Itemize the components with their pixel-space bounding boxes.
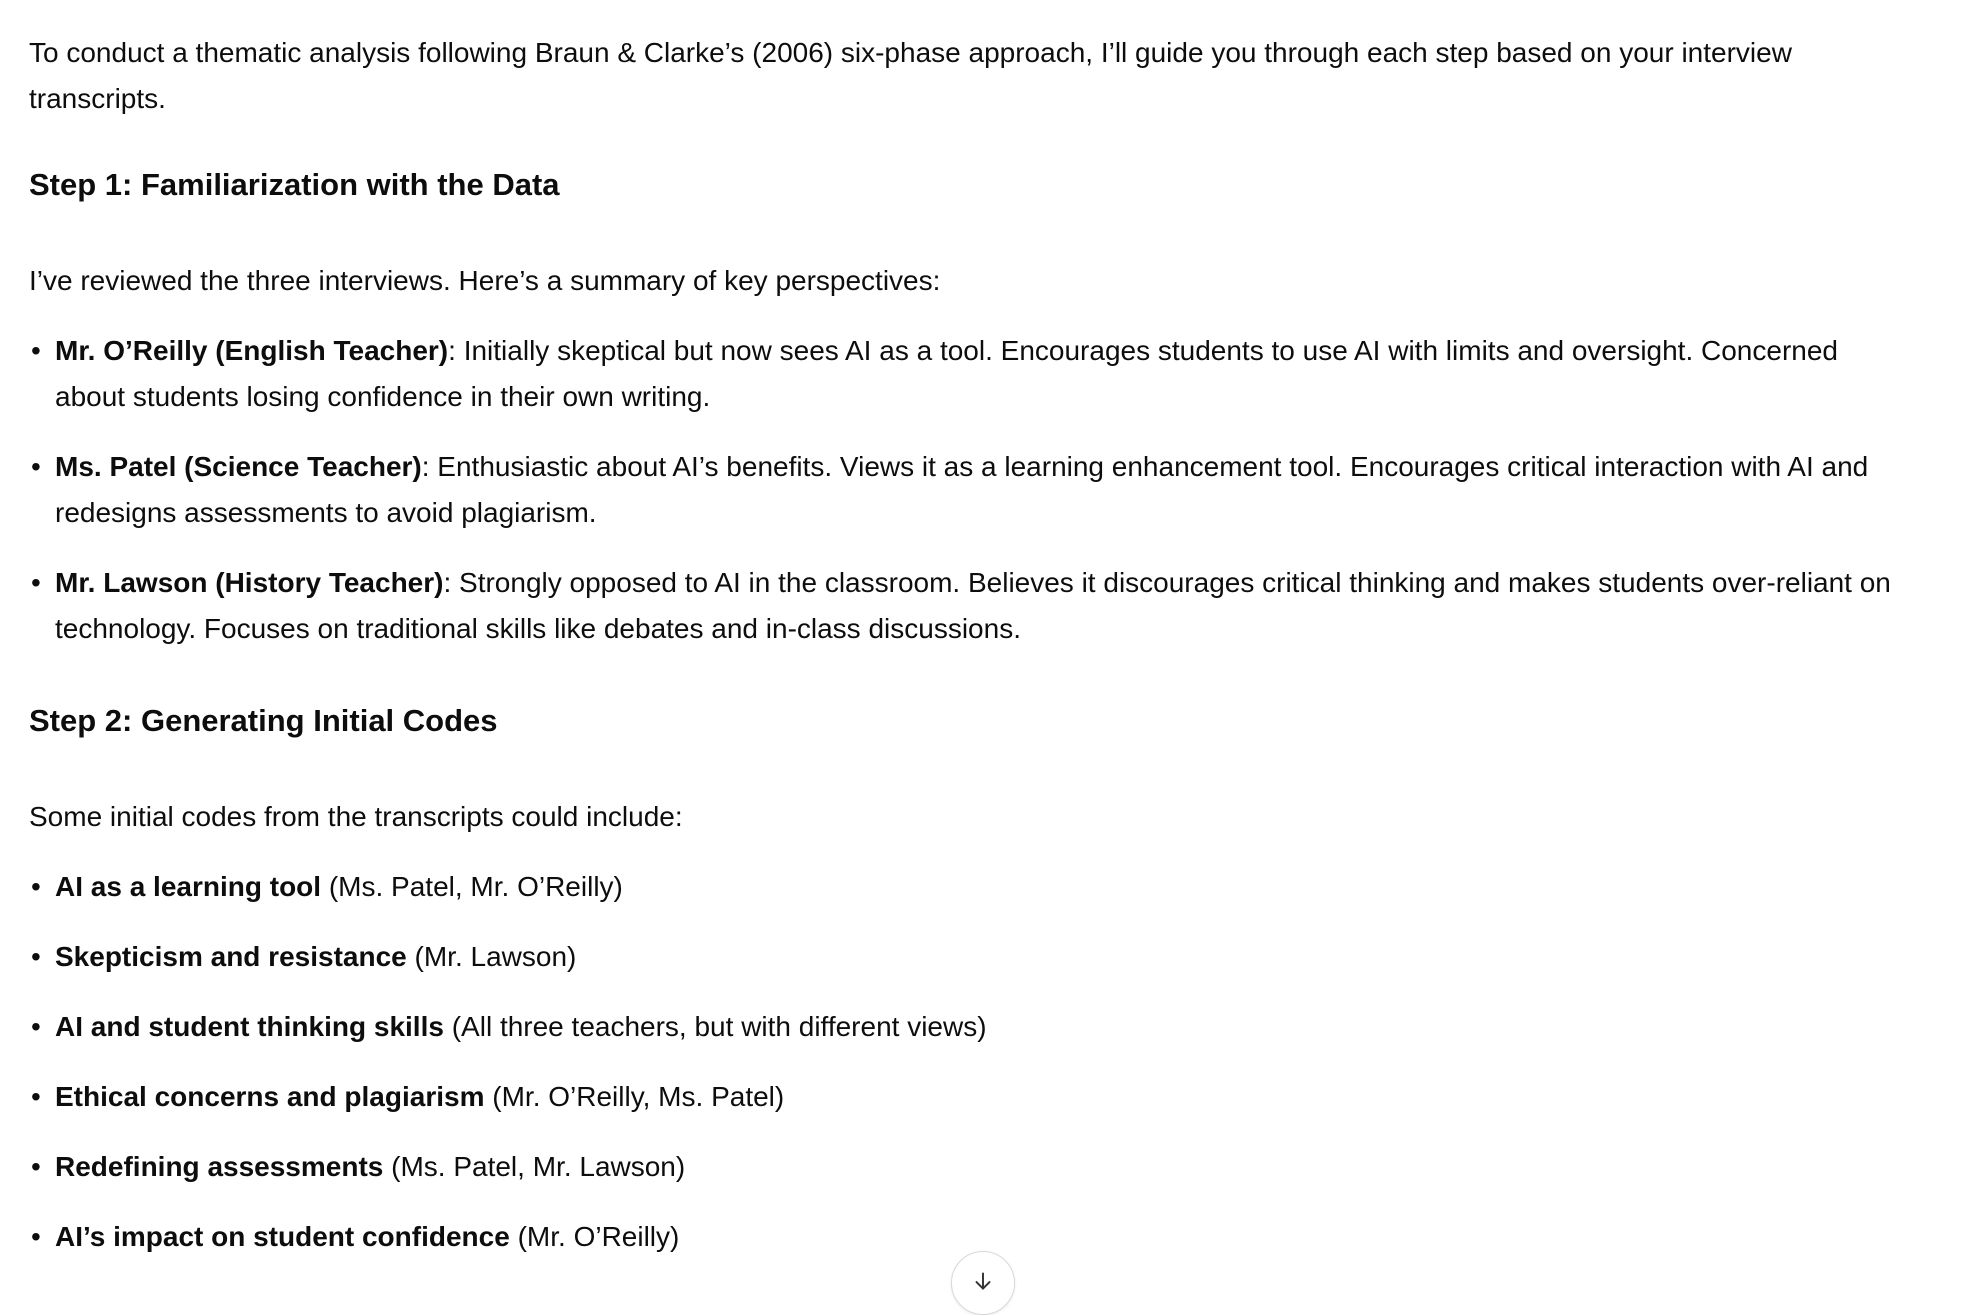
bullet: • bbox=[31, 1081, 41, 1112]
intro-paragraph: To conduct a thematic analysis following Braun & Clarke’s (2006) six-phase approach, I’ll guide you through each step based on your interview transcripts. bbox=[29, 37, 1792, 114]
code-sources: (Mr. O’Reilly) bbox=[509, 1221, 680, 1252]
bullet: • bbox=[31, 1151, 41, 1182]
arrow-down-icon bbox=[970, 1268, 996, 1294]
list-item bbox=[29, 934, 1929, 980]
step1-lead: I’ve reviewed the three interviews. Here’s a summary of key perspectives: bbox=[29, 265, 941, 296]
assistant-message bbox=[29, 30, 1929, 1284]
list-item bbox=[29, 444, 1915, 536]
bullet: • bbox=[31, 1011, 41, 1042]
scroll-to-bottom-button[interactable] bbox=[951, 1251, 1015, 1315]
bullet: • bbox=[31, 941, 41, 972]
initial-codes-list bbox=[29, 864, 1929, 1260]
teacher-summary: : Strongly opposed to AI in the classroom. Believes it discourages critical thinking and makes students over-reliant on technology. Focuses on traditional skills like debates and in-class discussions. bbox=[55, 567, 1891, 644]
code-sources: (Mr. O’Reilly, Ms. Patel) bbox=[484, 1081, 785, 1112]
code-sources: (All three teachers, but with different views) bbox=[443, 1011, 987, 1042]
bullet: • bbox=[31, 871, 41, 902]
code-label: AI and student thinking skills bbox=[55, 1011, 444, 1042]
step2-lead: Some initial codes from the transcripts could include: bbox=[29, 801, 683, 832]
bullet: • bbox=[31, 567, 41, 598]
teacher-perspectives-list bbox=[29, 328, 1929, 652]
bullet: • bbox=[31, 1221, 41, 1252]
list-item bbox=[29, 560, 1915, 652]
bullet: • bbox=[31, 451, 41, 482]
teacher-name: Mr. Lawson (History Teacher) bbox=[55, 567, 444, 598]
teacher-summary: : Initially skeptical but now sees AI as a tool. Encourages students to use AI with limits and oversight. Concerned about students losing confidence in their own writing. bbox=[55, 335, 1838, 412]
code-label: AI’s impact on student confidence bbox=[55, 1221, 510, 1252]
teacher-name: Mr. O’Reilly (English Teacher) bbox=[55, 335, 449, 366]
code-sources: (Mr. Lawson) bbox=[406, 941, 577, 972]
list-item bbox=[29, 1004, 1929, 1050]
list-item bbox=[29, 328, 1915, 420]
code-label: Ethical concerns and plagiarism bbox=[55, 1081, 485, 1112]
teacher-summary: : Enthusiastic about AI’s benefits. Views it as a learning enhancement tool. Encourages critical interaction with AI and redesigns assessments to avoid plagiarism. bbox=[55, 451, 1869, 528]
list-item bbox=[29, 864, 1929, 910]
step2-heading: Step 2: Generating Initial Codes bbox=[29, 703, 498, 738]
bullet: • bbox=[31, 335, 41, 366]
code-sources: (Ms. Patel, Mr. Lawson) bbox=[383, 1151, 686, 1182]
step1-heading: Step 1: Familiarization with the Data bbox=[29, 167, 560, 202]
list-item bbox=[29, 1144, 1929, 1190]
code-label: Skepticism and resistance bbox=[55, 941, 407, 972]
code-label: Redefining assessments bbox=[55, 1151, 384, 1182]
code-sources: (Ms. Patel, Mr. O’Reilly) bbox=[321, 871, 623, 902]
teacher-name: Ms. Patel (Science Teacher) bbox=[55, 451, 422, 482]
code-label: AI as a learning tool bbox=[55, 871, 322, 902]
list-item bbox=[29, 1074, 1929, 1120]
